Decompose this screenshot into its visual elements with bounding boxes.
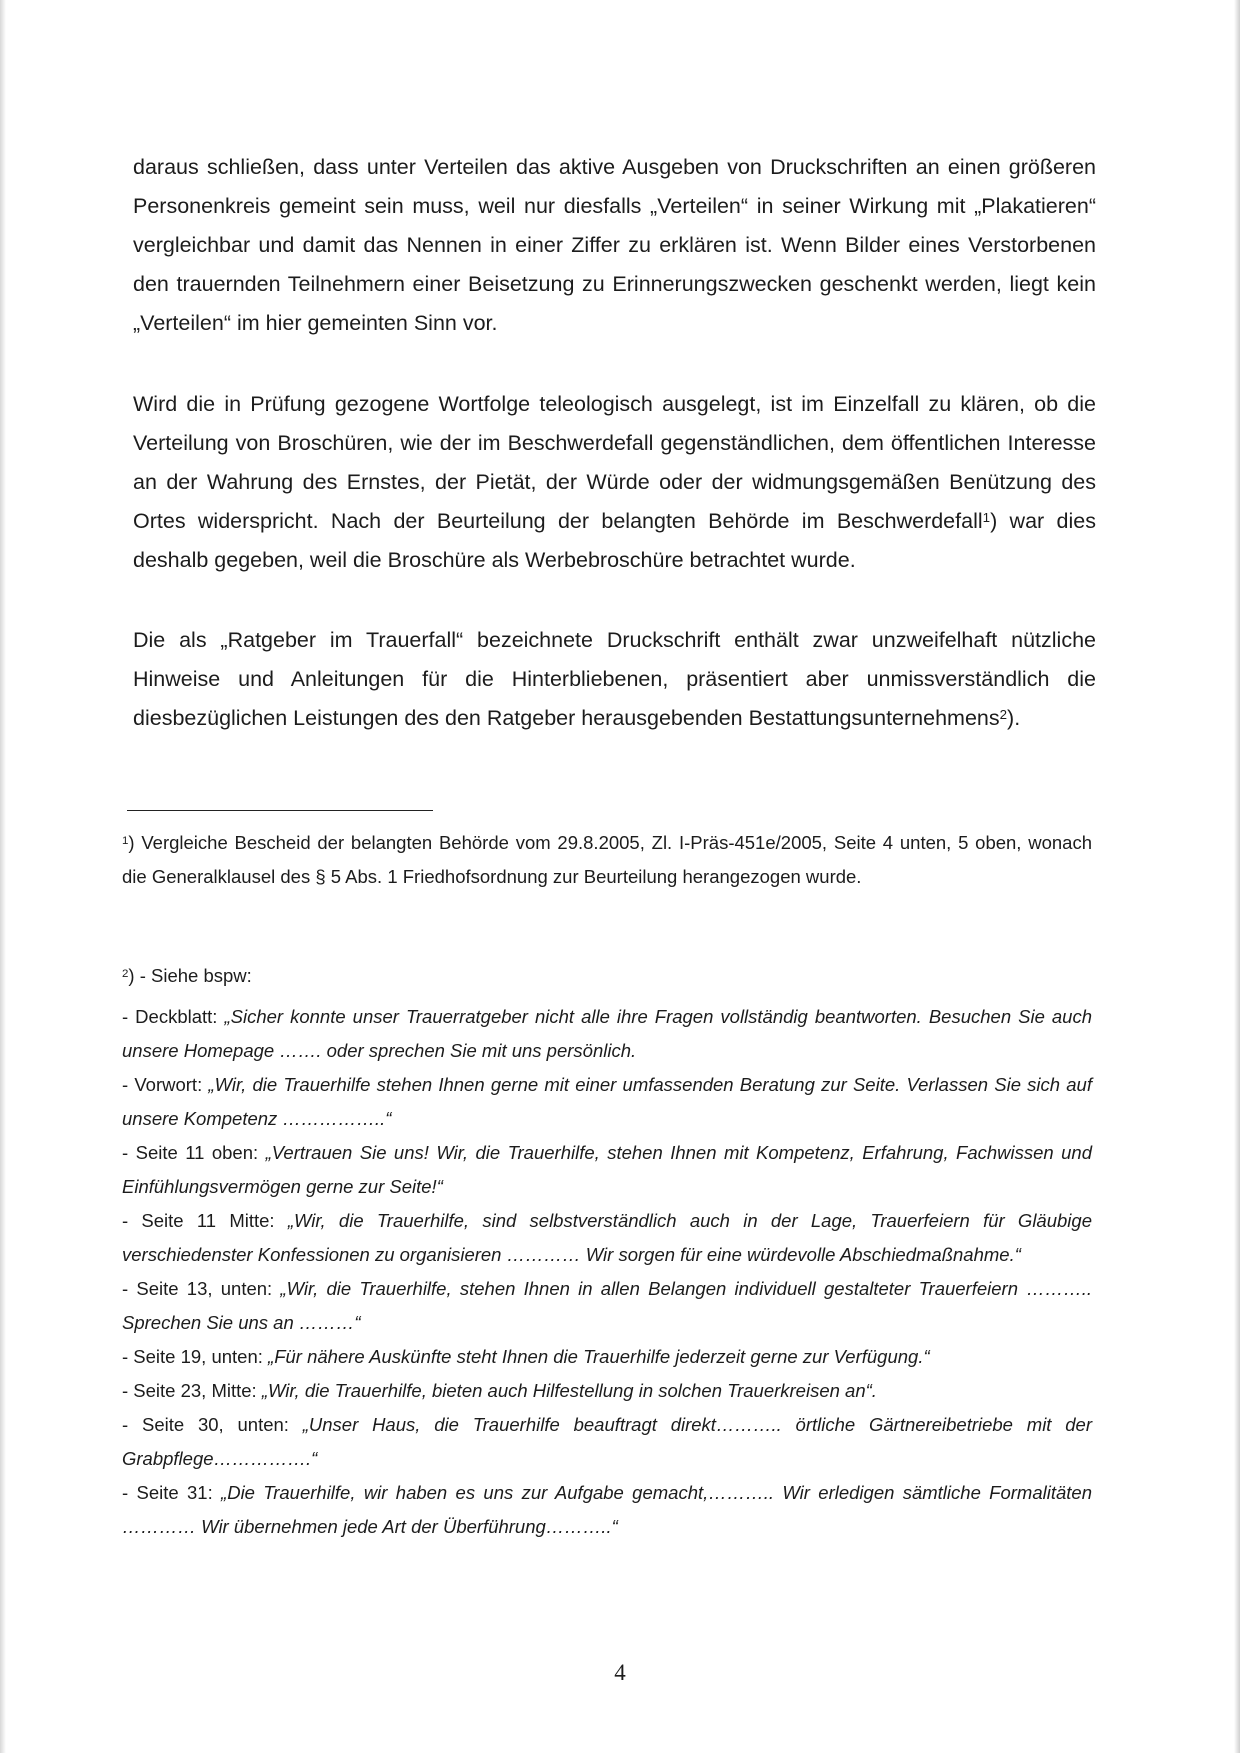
- footnote-2-list: [122, 1000, 1092, 1544]
- footnote-list-item: [122, 1068, 1092, 1136]
- footnote-marker: 1: [122, 834, 129, 847]
- item-quote: „Die Trauerhilfe, wir haben es uns zur Aufgabe gemacht,……….. Wir erledigen sämtliche Formalitäten ………… Wir übernehmen jede Art der Überführung………..“: [122, 1482, 1093, 1537]
- item-quote: „Wir, die Trauerhilfe, sind selbstverständlich auch in der Lage, Trauerfeiern für Gläubige verschiedenster Konfessionen zu organisieren ………… Wir sorgen für eine würdevolle Abschiedmaßnahme.“: [122, 1210, 1092, 1265]
- item-label: - Seite 23, Mitte:: [122, 1380, 262, 1401]
- footnote-separator: [127, 810, 433, 811]
- item-quote: „Vertrauen Sie uns! Wir, die Trauerhilfe, stehen Ihnen mit Kompetenz, Erfahrung, Fachwissen und Einfühlungsvermögen gerne zur Seite!“: [122, 1142, 1093, 1197]
- item-label: - Seite 30, unten:: [122, 1414, 303, 1435]
- scan-edge-left: [0, 0, 6, 1753]
- item-label: - Vorwort:: [122, 1074, 209, 1095]
- item-label: - Seite 19, unten:: [122, 1346, 269, 1367]
- footnote-list-item: [122, 1408, 1092, 1476]
- footnote-text: [122, 826, 1092, 894]
- footnote-list-item: [122, 1136, 1092, 1204]
- item-quote: „Wir, die Trauerhilfe stehen Ihnen gerne mit einer umfassenden Beratung zur Seite. Verlassen Sie sich auf unsere Kompetenz ……………..“: [122, 1074, 1092, 1129]
- footnote-body: ) - Siehe bspw:: [128, 965, 252, 986]
- footnote-list-item: [122, 1374, 1092, 1408]
- body-paragraph-2: [133, 385, 1096, 580]
- footnote-list-item: [122, 1272, 1092, 1340]
- paragraph-text-part: Wird die in Prüfung gezogene Wortfolge teleologisch ausgelegt, ist im Einzelfall zu klären, ob die Verteilung von Broschüren, wie der im Beschwerdefall gegenständlichen, dem öffentlichen Interesse an der Wahrung des Ernstes, der Pietät, der Würde oder der widmungsgemäßen Benützung des Ortes widerspricht. Nach der Beurteilung der belangten Behörde im Beschwerdefall: [133, 392, 1096, 533]
- footnote-reference: 2: [999, 707, 1008, 723]
- item-quote: „Sicher konnte unser Trauerratgeber nicht alle ihre Fragen vollständig beantworten. Besuchen Sie auch unsere Homepage ……. oder sprechen Sie mit uns persönlich.: [122, 1006, 1092, 1061]
- item-quote: „Unser Haus, die Trauerhilfe beauftragt direkt……….. örtliche Gärtnereibetriebe mit der Grabpflege…………….“: [122, 1414, 1092, 1469]
- item-label: - Seite 13, unten:: [122, 1278, 281, 1299]
- footnote-list-item: [122, 1000, 1092, 1068]
- footnote-list-item: [122, 1476, 1092, 1544]
- item-label: - Deckblatt:: [122, 1006, 225, 1027]
- body-paragraph-1: [133, 148, 1096, 343]
- item-label: - Seite 31:: [122, 1482, 222, 1503]
- footnote-2-heading: [122, 959, 1092, 993]
- footnote-1: [122, 826, 1092, 894]
- footnote-text: [122, 959, 1092, 993]
- paragraph-text: daraus schließen, dass unter Verteilen das aktive Ausgeben von Druckschriften an einen größeren Personenkreis gemeint sein muss, weil nur diesfalls „Verteilen“ in seiner Wirkung mit „Plakatieren“ vergleichbar und damit das Nennen in einer Ziffer zu erklären ist. Wenn Bilder eines Verstorbenen den trauernden Teilnehmern einer Beisetzung zu Erinnerungszwecken geschenkt werden, liegt kein „Verteilen“ im hier gemeinten Sinn vor.: [133, 155, 1096, 335]
- paragraph-text-part: ).: [1007, 706, 1021, 730]
- footnote-reference: 1: [982, 510, 991, 526]
- item-quote: „Für nähere Auskünfte steht Ihnen die Trauerhilfe jederzeit gerne zur Verfügung.“: [268, 1346, 930, 1367]
- paragraph-text: [133, 385, 1096, 580]
- footnote-list-item: [122, 1340, 1092, 1374]
- item-label: - Seite 11 Mitte:: [122, 1210, 288, 1231]
- footnote-body: ) Vergleiche Bescheid der belangten Behörde vom 29.8.2005, Zl. I-Präs-451e/2005, Seite 4 unten, 5 oben, wonach die Generalklausel des § 5 Abs. 1 Friedhofsordnung zur Beurteilung herangezogen wurde.: [122, 832, 1092, 887]
- scan-edge-right: [1234, 0, 1240, 1753]
- paragraph-text: [133, 621, 1096, 738]
- footnote-marker: 2: [122, 967, 129, 980]
- footnote-list-item: [122, 1204, 1092, 1272]
- page-number: 4: [614, 1660, 626, 1685]
- paragraph-text-part: Die als „Ratgeber im Trauerfall“ bezeichnete Druckschrift enthält zwar unzweifelhaft nützliche Hinweise und Anleitungen für die Hinterbliebenen, präsentiert aber unmissverständlich die diesbezüglichen Leistungen des den Ratgeber herausgebenden Bestattungsunternehmens: [133, 628, 1096, 730]
- body-paragraph-3: [133, 621, 1096, 738]
- paragraph-text-part: ) war dies deshalb gegeben, weil die Broschüre als Werbebroschüre betrachtet wurde.: [133, 509, 1096, 572]
- item-quote: „Wir, die Trauerhilfe, stehen Ihnen in allen Belangen individuell gestalteter Trauerfeiern ……….. Sprechen Sie uns an ………“: [122, 1278, 1093, 1333]
- item-quote: „Wir, die Trauerhilfe, bieten auch Hilfestellung in solchen Trauerkreisen an“.: [261, 1380, 877, 1401]
- item-label: - Seite 11 oben:: [122, 1142, 266, 1163]
